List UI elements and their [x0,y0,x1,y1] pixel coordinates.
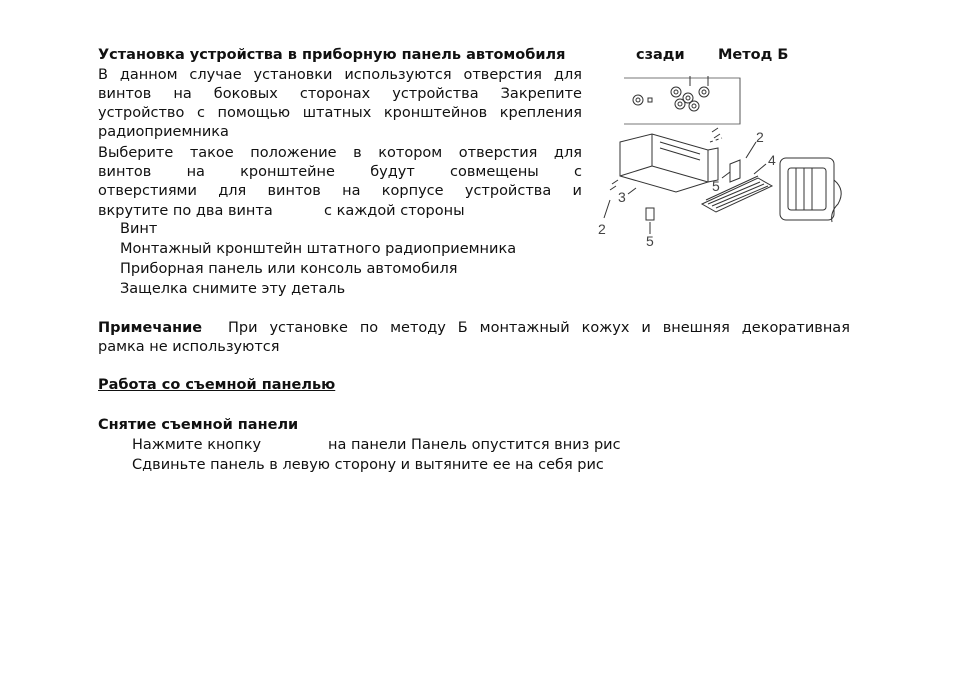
word: с [574,164,582,180]
para2-line-2 [98,163,582,182]
word: При [228,320,258,336]
word: устройства [392,86,479,102]
word: кронштейне [240,164,335,180]
detachable-panel-heading: Работа со съемной панелью [98,377,336,393]
word: винтов [267,183,321,199]
para2-line-1 [98,144,582,163]
para2-line-4a: вкрутите по два винта [98,203,273,219]
word: крепления [499,105,582,121]
callout-5-mid: 5 [712,178,720,194]
word: винтов [98,164,152,180]
section-title-part2: сзади [636,47,685,63]
word: отверстия [458,145,538,161]
para2-line-3 [98,182,582,201]
word: по [359,320,379,336]
word: и [641,320,651,336]
word: помощью [217,105,291,121]
word: котором [378,145,443,161]
word: отверстия [463,67,543,83]
word: декоративная [741,320,850,336]
word: данном [119,67,178,83]
word: внешняя [662,320,730,336]
word: В [98,67,108,83]
para1-line-1 [98,66,582,85]
word: на [173,86,192,102]
step1-text-b: на панели Панель опустится вниз рис [328,437,621,453]
installation-diagram [590,72,860,252]
section-title-main: Установка устройства в приборную панель автомобиля [98,47,566,63]
word: отверстиями [98,183,197,199]
word: и [572,183,582,199]
word: совмещены [450,164,539,180]
word: используются [344,67,452,83]
word: будут [370,164,415,180]
word: в [353,145,362,161]
para1-line-4: радиоприемника [98,124,229,140]
word: Выберите [98,145,174,161]
word: на [186,164,205,180]
section-title-method: Метод Б [718,47,789,63]
legend-item-dashboard: Приборная панель или консоль автомобиля [120,261,458,277]
callout-4: 4 [768,152,776,168]
word: сторонах [299,86,371,102]
legend-item-bracket: Монтажный кронштейн штатного радиоприемника [120,241,517,257]
word: для [553,145,582,161]
word: для [218,183,247,199]
callout-2-bottom: 2 [598,221,606,237]
word: установки [253,67,333,83]
word: такое [189,145,234,161]
word: на [342,183,361,199]
word: боковых [213,86,278,102]
word: случае [189,67,242,83]
word: штатных [302,105,372,121]
word: винтов [98,86,152,102]
note-line-1 [228,319,850,338]
panel-removal-heading: Снятие съемной панели [98,417,299,433]
legend-item-screw: Винт [120,221,158,237]
word: устройства [464,183,552,199]
word: монтажный [479,320,570,336]
word: Закрепите [500,86,582,102]
callout-2-top: 2 [756,129,764,145]
word: методу [390,320,446,336]
note-line-2: рамка не используются [98,339,280,355]
legend-item-latch: Защелка снимите эту деталь [120,281,346,297]
word: Б [457,320,468,336]
word: положение [250,145,337,161]
word: кожух [581,320,630,336]
para1-line-2 [98,85,582,104]
word: для [553,67,582,83]
word: с [196,105,205,121]
word: корпусе [381,183,444,199]
para2-line-4b: с каждой стороны [324,203,465,219]
para1-line-3 [98,104,582,123]
section-title [98,46,565,65]
word: установке [269,320,348,336]
note-label: Примечание [98,320,203,336]
callout-3: 3 [618,189,626,205]
step2-text: Сдвиньте панель в левую сторону и вытяните ее на себя рис [132,457,604,473]
word: устройство [98,105,185,121]
callout-5-bottom: 5 [646,233,654,249]
step1-text-a: Нажмите кнопку [132,437,262,453]
word: кронштейнов [383,105,488,121]
